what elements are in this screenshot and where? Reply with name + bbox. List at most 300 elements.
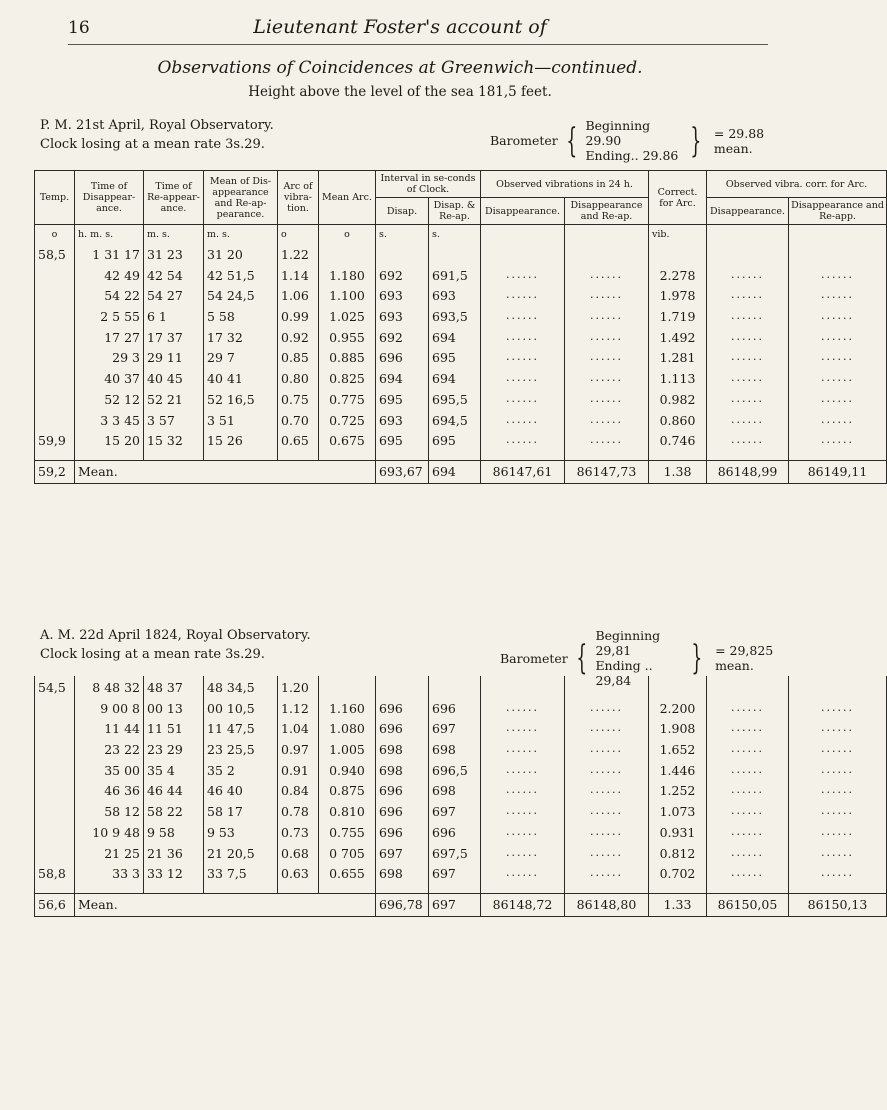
table-row bbox=[35, 763, 887, 784]
corrected-disap-cell: ...... bbox=[707, 742, 789, 763]
mean-time-cell: 23 25,5 bbox=[204, 742, 278, 763]
interval-disap-cell: 694 bbox=[376, 371, 429, 392]
interval-disap-cell: 693 bbox=[376, 413, 429, 434]
disappearance-cell: 42 49 bbox=[75, 268, 144, 289]
observed-disap-cell: ...... bbox=[481, 371, 565, 392]
correction-cell: 1.113 bbox=[649, 371, 707, 392]
mean-time-cell: 15 26 bbox=[204, 433, 278, 460]
corrected-disap-cell: ...... bbox=[707, 763, 789, 784]
mean-interval-disap: 696,78 bbox=[376, 893, 429, 916]
corrected-reap-cell: ...... bbox=[789, 413, 887, 434]
arc-cell: 0.80 bbox=[278, 371, 319, 392]
corrected-reap-cell bbox=[789, 243, 887, 268]
arc-cell: 0.91 bbox=[278, 763, 319, 784]
table-row bbox=[35, 330, 887, 351]
reappearance-cell: 21 36 bbox=[144, 846, 204, 867]
arc-cell: 0.92 bbox=[278, 330, 319, 351]
corrected-disap-cell bbox=[707, 243, 789, 268]
section1-table bbox=[34, 170, 887, 484]
col-observed: Observed vibrations in 24 h. bbox=[481, 171, 649, 198]
mean-row bbox=[35, 893, 887, 916]
table-row bbox=[35, 783, 887, 804]
mean-time-cell: 35 2 bbox=[204, 763, 278, 784]
mean-arc-cell: 1.180 bbox=[319, 268, 376, 289]
temp-cell bbox=[35, 825, 75, 846]
corrected-reap-cell: ...... bbox=[789, 309, 887, 330]
reappearance-cell: 46 44 bbox=[144, 783, 204, 804]
interval-reap-cell: 695,5 bbox=[429, 392, 481, 413]
table-row bbox=[35, 866, 887, 893]
disappearance-cell: 17 27 bbox=[75, 330, 144, 351]
corrected-reap-cell: ...... bbox=[789, 783, 887, 804]
mean-time-cell: 11 47,5 bbox=[204, 721, 278, 742]
correction-cell bbox=[649, 243, 707, 268]
observed-reap-cell: ...... bbox=[565, 288, 649, 309]
arc-cell: 0.75 bbox=[278, 392, 319, 413]
arc-cell: 1.20 bbox=[278, 676, 319, 701]
section2-body bbox=[35, 676, 887, 916]
interval-disap-cell: 696 bbox=[376, 701, 429, 722]
barometer-beginning: Beginning 29,81 bbox=[595, 628, 661, 658]
mean-time-cell: 00 10,5 bbox=[204, 701, 278, 722]
corrected-disap-cell: ...... bbox=[707, 825, 789, 846]
table-row bbox=[35, 350, 887, 371]
unit-blank bbox=[789, 225, 887, 244]
table-row bbox=[35, 721, 887, 742]
reappearance-cell: 15 32 bbox=[144, 433, 204, 460]
disappearance-cell: 9 00 8 bbox=[75, 701, 144, 722]
table-row bbox=[35, 288, 887, 309]
mean-observed-disap: 86147,61 bbox=[481, 460, 565, 483]
mean-label: Mean. bbox=[75, 460, 376, 483]
reappearance-cell: 40 45 bbox=[144, 371, 204, 392]
correction-cell: 1.908 bbox=[649, 721, 707, 742]
interval-disap-cell: 692 bbox=[376, 268, 429, 289]
mean-time-cell: 9 53 bbox=[204, 825, 278, 846]
reappearance-cell: 31 23 bbox=[144, 243, 204, 268]
table-row bbox=[35, 433, 887, 460]
observed-disap-cell: ...... bbox=[481, 330, 565, 351]
reappearance-cell: 54 27 bbox=[144, 288, 204, 309]
corrected-disap-cell: ...... bbox=[707, 433, 789, 460]
temp-cell bbox=[35, 701, 75, 722]
interval-reap-cell: 694,5 bbox=[429, 413, 481, 434]
col-reappearance: Time of Re-appear-ance. bbox=[144, 171, 204, 225]
interval-disap-cell: 695 bbox=[376, 392, 429, 413]
mean-time-cell: 58 17 bbox=[204, 804, 278, 825]
interval-disap-cell: 696 bbox=[376, 350, 429, 371]
table-row bbox=[35, 846, 887, 867]
brace-icon: { bbox=[566, 120, 578, 161]
arc-cell: 0.99 bbox=[278, 309, 319, 330]
observed-reap-cell: ...... bbox=[565, 309, 649, 330]
observed-disap-cell: ...... bbox=[481, 804, 565, 825]
mean-corrected-reap: 86149,11 bbox=[789, 460, 887, 483]
table-row bbox=[35, 413, 887, 434]
temp-cell bbox=[35, 846, 75, 867]
interval-disap-cell: 698 bbox=[376, 866, 429, 893]
mean-arc-cell: 0.810 bbox=[319, 804, 376, 825]
interval-disap-cell: 693 bbox=[376, 309, 429, 330]
observed-disap-cell bbox=[481, 243, 565, 268]
interval-disap-cell: 696 bbox=[376, 721, 429, 742]
corrected-disap-cell: ...... bbox=[707, 330, 789, 351]
corrected-reap-cell: ...... bbox=[789, 825, 887, 846]
col-corrected-disap: Disappearance. bbox=[707, 198, 789, 225]
temp-cell bbox=[35, 268, 75, 289]
observed-reap-cell: ...... bbox=[565, 866, 649, 893]
corrected-reap-cell: ...... bbox=[789, 392, 887, 413]
disappearance-cell: 58 12 bbox=[75, 804, 144, 825]
arc-cell: 1.04 bbox=[278, 721, 319, 742]
mean-arc-cell: 0 705 bbox=[319, 846, 376, 867]
unit-mean-time: m. s. bbox=[204, 225, 278, 244]
correction-cell: 2.200 bbox=[649, 701, 707, 722]
corrected-disap-cell: ...... bbox=[707, 804, 789, 825]
corrected-disap-cell: ...... bbox=[707, 413, 789, 434]
reappearance-cell: 52 21 bbox=[144, 392, 204, 413]
observed-disap-cell: ...... bbox=[481, 866, 565, 893]
mean-arc-cell: 0.725 bbox=[319, 413, 376, 434]
arc-cell: 0.70 bbox=[278, 413, 319, 434]
mean-arc-cell: 1.025 bbox=[319, 309, 376, 330]
corrected-reap-cell: ...... bbox=[789, 350, 887, 371]
correction-cell: 1.978 bbox=[649, 288, 707, 309]
mean-corrected-disap: 86148,99 bbox=[707, 460, 789, 483]
unit-arc: o bbox=[278, 225, 319, 244]
interval-reap-cell: 697,5 bbox=[429, 846, 481, 867]
disappearance-cell: 11 44 bbox=[75, 721, 144, 742]
mean-time-cell: 54 24,5 bbox=[204, 288, 278, 309]
interval-reap-cell: 696 bbox=[429, 701, 481, 722]
interval-disap-cell: 695 bbox=[376, 433, 429, 460]
mean-label: Mean. bbox=[75, 893, 376, 916]
mean-time-cell: 46 40 bbox=[204, 783, 278, 804]
temp-cell bbox=[35, 288, 75, 309]
disappearance-cell: 23 22 bbox=[75, 742, 144, 763]
table-row bbox=[35, 804, 887, 825]
units-row bbox=[35, 225, 887, 244]
mean-observed-disap: 86148,72 bbox=[481, 893, 565, 916]
temp-cell bbox=[35, 763, 75, 784]
reappearance-cell: 3 57 bbox=[144, 413, 204, 434]
mean-arc-cell: 0.875 bbox=[319, 783, 376, 804]
interval-reap-cell: 697 bbox=[429, 804, 481, 825]
table-row bbox=[35, 676, 887, 701]
mean-time-cell: 33 7,5 bbox=[204, 866, 278, 893]
interval-reap-cell: 693 bbox=[429, 288, 481, 309]
mean-arc-cell bbox=[319, 676, 376, 701]
corrected-disap-cell: ...... bbox=[707, 309, 789, 330]
arc-cell: 1.06 bbox=[278, 288, 319, 309]
interval-reap-cell: 694 bbox=[429, 330, 481, 351]
mean-time-cell: 42 51,5 bbox=[204, 268, 278, 289]
brace-icon: { bbox=[576, 638, 588, 678]
temp-cell bbox=[35, 721, 75, 742]
col-interval-disap: Disap. bbox=[376, 198, 429, 225]
observed-reap-cell: ...... bbox=[565, 392, 649, 413]
observed-disap-cell: ...... bbox=[481, 350, 565, 371]
correction-cell bbox=[649, 676, 707, 701]
mean-time-cell: 40 41 bbox=[204, 371, 278, 392]
disappearance-cell: 33 3 bbox=[75, 866, 144, 893]
disappearance-cell: 52 12 bbox=[75, 392, 144, 413]
observed-reap-cell: ...... bbox=[565, 330, 649, 351]
col-corrected: Observed vibra. corr. for Arc. bbox=[707, 171, 887, 198]
barometer-beginning: Beginning 29.90 bbox=[585, 118, 651, 148]
interval-disap-cell: 696 bbox=[376, 825, 429, 846]
mean-time-cell: 3 51 bbox=[204, 413, 278, 434]
corrected-reap-cell: ...... bbox=[789, 371, 887, 392]
corrected-disap-cell: ...... bbox=[707, 866, 789, 893]
col-disappearance: Time of Disappear-ance. bbox=[75, 171, 144, 225]
disappearance-cell: 46 36 bbox=[75, 783, 144, 804]
corrected-reap-cell: ...... bbox=[789, 433, 887, 460]
corrected-disap-cell: ...... bbox=[707, 288, 789, 309]
interval-disap-cell bbox=[376, 676, 429, 701]
corrected-disap-cell: ...... bbox=[707, 721, 789, 742]
corrected-reap-cell: ...... bbox=[789, 268, 887, 289]
mean-interval-reap: 697 bbox=[429, 893, 481, 916]
mean-arc-cell: 0.775 bbox=[319, 392, 376, 413]
disappearance-cell: 29 3 bbox=[75, 350, 144, 371]
mean-arc-cell: 0.675 bbox=[319, 433, 376, 460]
interval-reap-cell: 698 bbox=[429, 742, 481, 763]
reappearance-cell: 29 11 bbox=[144, 350, 204, 371]
interval-disap-cell: 697 bbox=[376, 846, 429, 867]
temp-cell bbox=[35, 350, 75, 371]
disappearance-cell: 35 00 bbox=[75, 763, 144, 784]
disappearance-cell: 1 31 17 bbox=[75, 243, 144, 268]
interval-reap-cell: 691,5 bbox=[429, 268, 481, 289]
interval-reap-cell: 697 bbox=[429, 721, 481, 742]
interval-disap-cell: 698 bbox=[376, 763, 429, 784]
correction-cell: 1.073 bbox=[649, 804, 707, 825]
observed-disap-cell: ...... bbox=[481, 413, 565, 434]
temp-cell bbox=[35, 371, 75, 392]
interval-disap-cell: 698 bbox=[376, 742, 429, 763]
col-mean-time: Mean of Dis-appearance and Re-ap-pearance. bbox=[204, 171, 278, 225]
col-interval: Interval in se-conds of Clock. bbox=[376, 171, 481, 198]
observed-disap-cell: ...... bbox=[481, 309, 565, 330]
reappearance-cell: 6 1 bbox=[144, 309, 204, 330]
temp-cell: 59,9 bbox=[35, 433, 75, 460]
arc-cell: 0.63 bbox=[278, 866, 319, 893]
arc-cell: 0.84 bbox=[278, 783, 319, 804]
corrected-reap-cell: ...... bbox=[789, 288, 887, 309]
col-temp: Temp. bbox=[35, 171, 75, 225]
disappearance-cell: 54 22 bbox=[75, 288, 144, 309]
col-interval-reap: Disap. & Re-ap. bbox=[429, 198, 481, 225]
unit-blank bbox=[707, 225, 789, 244]
mean-observed-reap: 86148,80 bbox=[565, 893, 649, 916]
interval-disap-cell: 696 bbox=[376, 783, 429, 804]
section2-header bbox=[40, 626, 311, 664]
mean-time-cell: 17 32 bbox=[204, 330, 278, 351]
barometer-mean: = 29,825 mean. bbox=[715, 643, 774, 673]
reappearance-cell: 9 58 bbox=[144, 825, 204, 846]
mean-time-cell: 29 7 bbox=[204, 350, 278, 371]
arc-cell: 1.14 bbox=[278, 268, 319, 289]
table-row bbox=[35, 371, 887, 392]
correction-cell: 0.812 bbox=[649, 846, 707, 867]
observed-reap-cell: ...... bbox=[565, 825, 649, 846]
temp-cell bbox=[35, 742, 75, 763]
section2-observation-line: A. M. 22d April 1824, Royal Observatory. bbox=[40, 628, 311, 643]
interval-disap-cell: 692 bbox=[376, 330, 429, 351]
correction-cell: 1.719 bbox=[649, 309, 707, 330]
observed-disap-cell: ...... bbox=[481, 268, 565, 289]
observed-reap-cell: ...... bbox=[565, 268, 649, 289]
mean-time-cell: 31 20 bbox=[204, 243, 278, 268]
mean-temp-cell: 56,6 bbox=[35, 893, 75, 916]
arc-cell: 0.68 bbox=[278, 846, 319, 867]
disappearance-cell: 8 48 32 bbox=[75, 676, 144, 701]
temp-cell: 58,8 bbox=[35, 866, 75, 893]
unit-interval-disap: s. bbox=[376, 225, 429, 244]
corrected-reap-cell: ...... bbox=[789, 846, 887, 867]
observed-disap-cell: ...... bbox=[481, 288, 565, 309]
observed-reap-cell: ...... bbox=[565, 742, 649, 763]
interval-reap-cell: 695 bbox=[429, 350, 481, 371]
unit-reappearance: m. s. bbox=[144, 225, 204, 244]
table-row bbox=[35, 392, 887, 413]
correction-cell: 1.446 bbox=[649, 763, 707, 784]
disappearance-cell: 2 5 55 bbox=[75, 309, 144, 330]
col-corrected-reap: Disappearance and Re-app. bbox=[789, 198, 887, 225]
interval-disap-cell bbox=[376, 243, 429, 268]
unit-blank bbox=[565, 225, 649, 244]
section1-header bbox=[40, 116, 274, 154]
corrected-reap-cell: ...... bbox=[789, 701, 887, 722]
correction-cell: 0.702 bbox=[649, 866, 707, 893]
corrected-disap-cell: ...... bbox=[707, 371, 789, 392]
mean-time-cell: 52 16,5 bbox=[204, 392, 278, 413]
corrected-reap-cell: ...... bbox=[789, 804, 887, 825]
brace-icon: } bbox=[690, 120, 702, 161]
table-row bbox=[35, 701, 887, 722]
interval-reap-cell: 693,5 bbox=[429, 309, 481, 330]
correction-cell: 0.746 bbox=[649, 433, 707, 460]
temp-cell bbox=[35, 783, 75, 804]
observed-disap-cell: ...... bbox=[481, 742, 565, 763]
observed-disap-cell: ...... bbox=[481, 825, 565, 846]
correction-cell: 0.860 bbox=[649, 413, 707, 434]
arc-cell: 1.22 bbox=[278, 243, 319, 268]
section1-body bbox=[35, 225, 887, 484]
temp-cell bbox=[35, 309, 75, 330]
mean-corrected-reap: 86150,13 bbox=[789, 893, 887, 916]
corrected-reap-cell: ...... bbox=[789, 866, 887, 893]
arc-cell: 0.73 bbox=[278, 825, 319, 846]
corrected-disap-cell bbox=[707, 676, 789, 701]
table-row bbox=[35, 268, 887, 289]
table-row bbox=[35, 243, 887, 268]
reappearance-cell: 48 37 bbox=[144, 676, 204, 701]
col-arc: Arc of vibra-tion. bbox=[278, 171, 319, 225]
section1-barometer bbox=[490, 118, 800, 163]
header-rule bbox=[68, 44, 768, 45]
mean-arc-cell: 1.160 bbox=[319, 701, 376, 722]
arc-cell: 0.78 bbox=[278, 804, 319, 825]
arc-cell: 0.65 bbox=[278, 433, 319, 460]
running-head: Lieutenant Foster's account of bbox=[253, 16, 547, 38]
mean-correction: 1.33 bbox=[649, 893, 707, 916]
observed-reap-cell: ...... bbox=[565, 721, 649, 742]
corrected-reap-cell: ...... bbox=[789, 330, 887, 351]
corrected-reap-cell bbox=[789, 676, 887, 701]
corrected-disap-cell: ...... bbox=[707, 268, 789, 289]
mean-arc-cell: 0.755 bbox=[319, 825, 376, 846]
section2-clock-rate: Clock losing at a mean rate 3s.29. bbox=[40, 647, 265, 662]
correction-cell: 2.278 bbox=[649, 268, 707, 289]
observed-disap-cell: ...... bbox=[481, 721, 565, 742]
table-subtitle: Height above the level of the sea 181,5 feet. bbox=[248, 84, 552, 100]
mean-corrected-disap: 86150,05 bbox=[707, 893, 789, 916]
arc-cell: 1.12 bbox=[278, 701, 319, 722]
page-number: 16 bbox=[68, 18, 90, 38]
mean-time-cell: 21 20,5 bbox=[204, 846, 278, 867]
barometer-mean: = 29.88 mean. bbox=[713, 125, 765, 156]
barometer-ending: Ending.. 29.86 bbox=[585, 148, 679, 163]
correction-cell: 1.492 bbox=[649, 330, 707, 351]
interval-reap-cell: 694 bbox=[429, 371, 481, 392]
correction-cell: 1.281 bbox=[649, 350, 707, 371]
observed-reap-cell: ...... bbox=[565, 701, 649, 722]
col-mean-arc: Mean Arc. bbox=[319, 171, 376, 225]
corrected-disap-cell: ...... bbox=[707, 783, 789, 804]
temp-cell bbox=[35, 392, 75, 413]
correction-cell: 0.982 bbox=[649, 392, 707, 413]
mean-interval-disap: 693,67 bbox=[376, 460, 429, 483]
disappearance-cell: 3 3 45 bbox=[75, 413, 144, 434]
corrected-reap-cell: ...... bbox=[789, 742, 887, 763]
col-correction: Correct. for Arc. bbox=[649, 171, 707, 225]
interval-disap-cell: 693 bbox=[376, 288, 429, 309]
correction-cell: 1.652 bbox=[649, 742, 707, 763]
reappearance-cell: 00 13 bbox=[144, 701, 204, 722]
mean-correction: 1.38 bbox=[649, 460, 707, 483]
unit-correction: vib. bbox=[649, 225, 707, 244]
table-row bbox=[35, 825, 887, 846]
reappearance-cell: 42 54 bbox=[144, 268, 204, 289]
barometer-label: Barometer bbox=[500, 650, 568, 666]
unit-temp: o bbox=[35, 225, 75, 244]
observed-reap-cell bbox=[565, 243, 649, 268]
observed-disap-cell: ...... bbox=[481, 701, 565, 722]
observed-reap-cell: ...... bbox=[565, 433, 649, 460]
mean-interval-reap: 694 bbox=[429, 460, 481, 483]
mean-arc-cell: 0.825 bbox=[319, 371, 376, 392]
observed-disap-cell: ...... bbox=[481, 763, 565, 784]
corrected-reap-cell: ...... bbox=[789, 763, 887, 784]
observed-reap-cell: ...... bbox=[565, 763, 649, 784]
observed-reap-cell: ...... bbox=[565, 350, 649, 371]
reappearance-cell: 17 37 bbox=[144, 330, 204, 351]
mean-arc-cell: 0.955 bbox=[319, 330, 376, 351]
mean-arc-cell: 1.080 bbox=[319, 721, 376, 742]
observed-disap-cell: ...... bbox=[481, 846, 565, 867]
interval-disap-cell: 696 bbox=[376, 804, 429, 825]
mean-time-cell: 5 58 bbox=[204, 309, 278, 330]
section1-clock-rate: Clock losing at a mean rate 3s.29. bbox=[40, 137, 265, 152]
section1-observation-line: P. M. 21st April, Royal Observatory. bbox=[40, 118, 274, 133]
mean-arc-cell: 1.005 bbox=[319, 742, 376, 763]
mean-arc-cell: 0.940 bbox=[319, 763, 376, 784]
col-observed-disap: Disappearance. bbox=[481, 198, 565, 225]
mean-arc-cell: 0.655 bbox=[319, 866, 376, 893]
mean-temp-cell: 59,2 bbox=[35, 460, 75, 483]
